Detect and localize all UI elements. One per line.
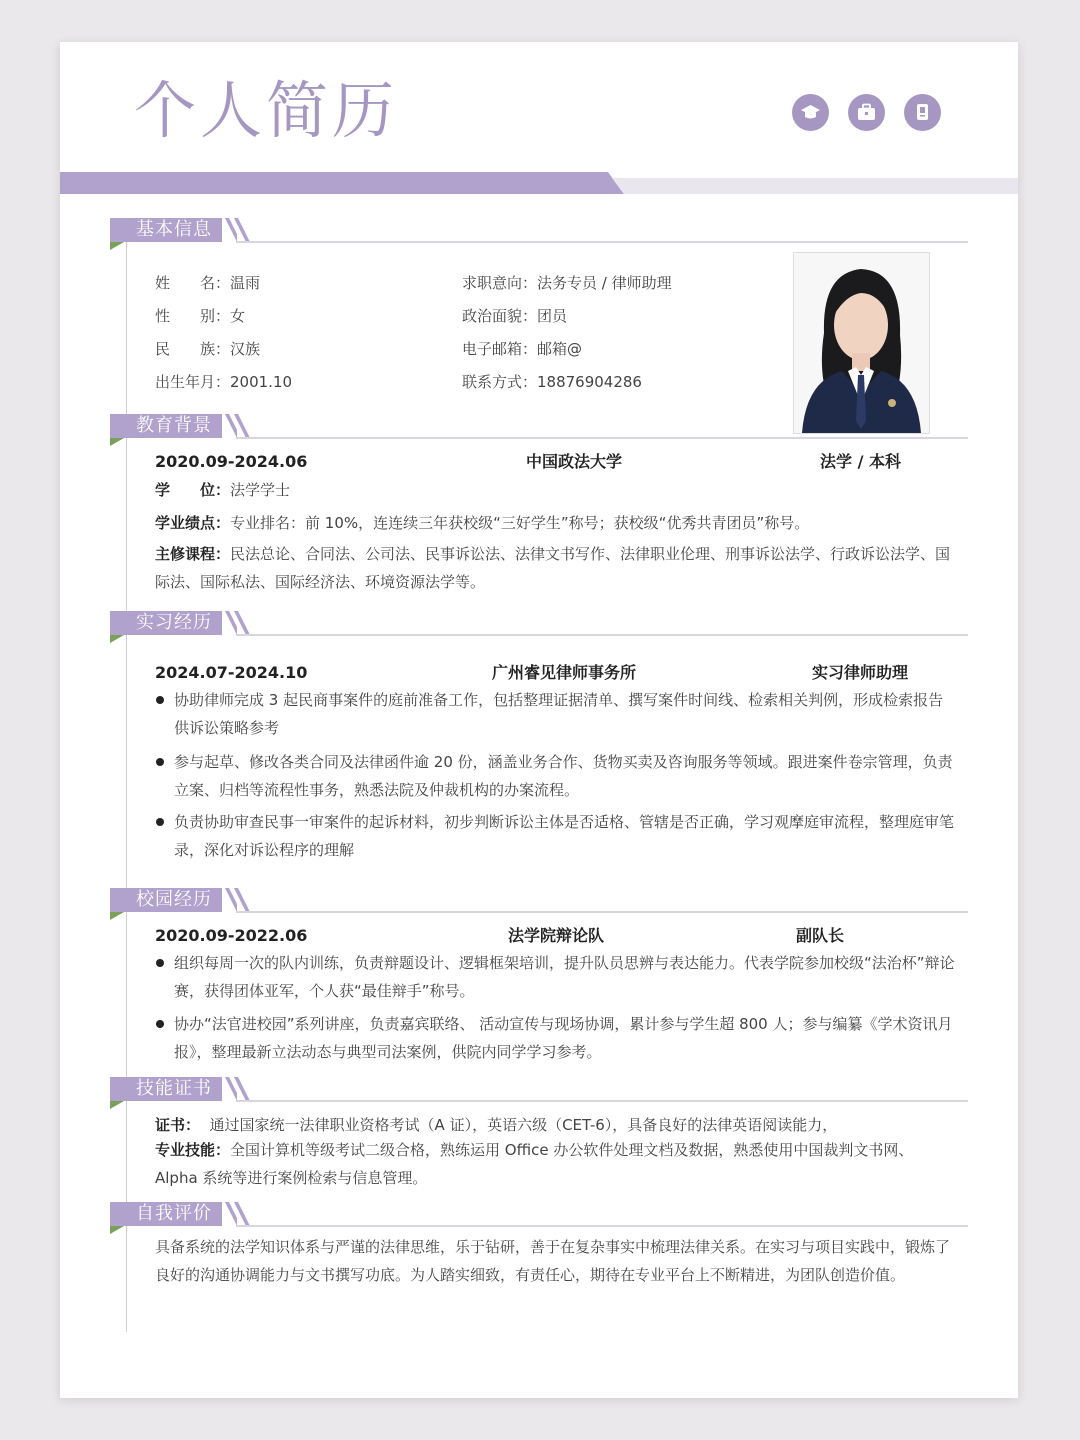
campus-org: 法学院辩论队	[508, 926, 605, 945]
section-title: 校园经历	[136, 889, 212, 910]
info-intent: 求职意向：法务专员 / 律师助理	[462, 274, 672, 292]
header-icons	[792, 94, 941, 131]
skills-cert: 证书： 通过国家统一法律职业资格考试（A 证），英语六级（CET-6），具备良好的法律英语阅读能力，	[155, 1116, 838, 1134]
intern-role: 实习律师助理	[812, 663, 909, 682]
skills-professional: 专业技能：全国计算机等级考试二级合格，熟练运用 Office 办公软件处理文档及数据，熟悉使用中国裁判文书网、Alpha 系统等进行案例检索与信息管理。	[155, 1141, 914, 1187]
section-header-internship	[110, 607, 968, 637]
section-title: 自我评价	[136, 1203, 212, 1224]
list-item: 协办“法官进校园”系列讲座，负责嘉宾联络、 活动宣传与现场协调，累计参与学生超 800 人；参与编纂《学术资讯月报》，整理最新立法动态与典型司法案例，供院内同学学习参考。	[156, 1010, 956, 1066]
edu-date: 2020.09-2024.06	[155, 452, 308, 471]
list-item: 参与起草、修改各类合同及法律函件逾 20 份，涵盖业务合作、货物买卖及咨询服务等领域。跟进案件卷宗管理，负责立案、归档等流程性事务，熟悉法院及仲裁机构的办案流程。	[156, 748, 956, 804]
profile-photo	[793, 252, 930, 434]
section-header-self	[110, 1198, 968, 1228]
section-header-skills	[110, 1073, 968, 1103]
info-phone: 联系方式：18876904286	[462, 373, 642, 391]
list-item: 协助律师完成 3 起民商事案件的庭前准备工作，包括整理证据清单、撰写案件时间线、检索相关判例，形成检索报告供诉讼策略参考	[156, 686, 956, 742]
graduation-cap-icon	[792, 94, 829, 131]
info-name: 姓 名：温雨	[155, 274, 261, 292]
id-badge-icon	[904, 94, 941, 131]
edu-school: 中国政法大学	[526, 452, 623, 471]
info-gender: 性 别：女	[155, 307, 246, 325]
edu-grades: 学业绩点：专业排名：前 10%，连连续三年获校级“三好学生”称号；获校级“优秀共青团员”称号。	[155, 514, 810, 532]
timeline-line	[126, 242, 127, 1332]
info-political: 政治面貌：团员	[462, 307, 568, 325]
intern-org: 广州睿见律师事务所	[492, 663, 637, 682]
section-title: 基本信息	[136, 219, 212, 240]
edu-degree: 学 位：法学学士	[155, 481, 291, 499]
edu-courses: 主修课程：民法总论、合同法、公司法、民事诉讼法、法律文书写作、法律职业伦理、刑事诉讼法学、行政诉讼法学、国际法、国际私法、国际经济法、环境资源法学等。	[155, 545, 951, 591]
section-header-campus	[110, 884, 968, 914]
section-header-basic	[110, 214, 968, 244]
header-bar	[60, 172, 624, 194]
self-evaluation: 具备系统的法学知识体系与严谨的法律思维，乐于钻研，善于在复杂事实中梳理法律关系。在实习与项目实践中，锻炼了良好的沟通协调能力与文书撰写功底。为人踏实细致，有责任心，期待在专业平台上不断精进，为团队创造价值。	[155, 1238, 951, 1284]
campus-date: 2020.09-2022.06	[155, 926, 308, 945]
edu-major: 法学 / 本科	[820, 452, 901, 471]
section-header-education	[110, 410, 968, 440]
section-title: 技能证书	[136, 1078, 212, 1099]
list-item: 负责协助审查民事一审案件的起诉材料，初步判断诉讼主体是否适格、管辖是否正确，学习观摩庭审流程，整理庭审笔录，深化对诉讼程序的理解	[156, 808, 956, 864]
info-birth: 出生年月：2001.10	[155, 373, 293, 391]
header-bar-light	[612, 178, 1018, 194]
info-ethnicity: 民 族：汉族	[155, 340, 261, 358]
briefcase-icon	[848, 94, 885, 131]
resume-page	[60, 42, 1018, 1398]
page-title: 个人简历	[134, 74, 399, 147]
list-item: 组织每周一次的队内训练，负责辩题设计、逻辑框架培训，提升队员思辨与表达能力。代表学院参加校级“法治杯”辩论赛，获得团体亚军，个人获“最佳辩手”称号。	[156, 949, 956, 1005]
campus-role: 副队长	[796, 926, 845, 945]
section-title: 教育背景	[136, 415, 212, 436]
info-email: 电子邮箱：邮箱@	[462, 340, 583, 358]
section-title: 实习经历	[136, 612, 212, 633]
intern-date: 2024.07-2024.10	[155, 663, 308, 682]
